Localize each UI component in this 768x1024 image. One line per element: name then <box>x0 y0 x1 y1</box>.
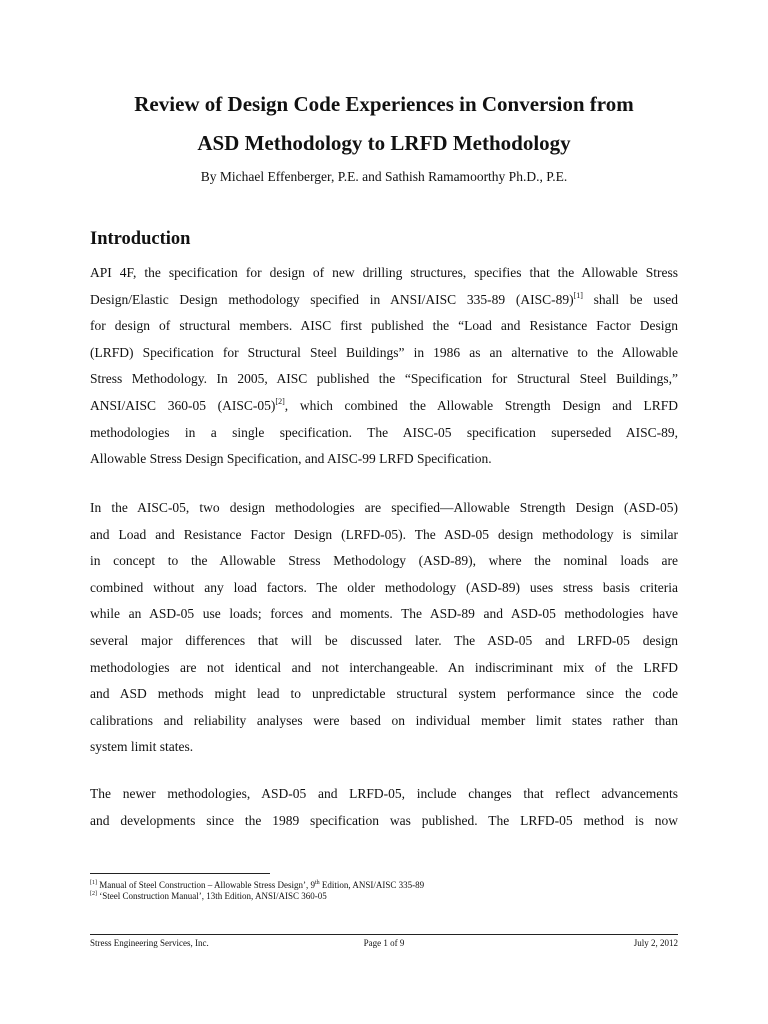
text-segment: ANSI/AISC 360-05 (AISC-05) <box>90 397 276 413</box>
text-line: in concept to the Allowable Stress Methodology (ASD-89), where the nominal loads are <box>90 553 678 569</box>
text-line: methodologies in a single specification. The AISC-05 specification superseded AISC-89, <box>90 424 678 440</box>
footnote-text: Manual of Steel Construction – Allowable Stress Design’, 9 <box>97 880 315 890</box>
text-line: The newer methodologies, ASD-05 and LRFD-05, include changes that reflect advancements <box>90 786 678 801</box>
text-line: Allowable Stress Design Specification, and AISC-99 LRFD Specification. <box>90 451 492 467</box>
text-line: methodologies are not identical and not interchangeable. An indiscriminant mix of the LRFD <box>90 659 678 675</box>
text-segment: Design/Elastic Design methodology specified in ANSI/AISC 335-89 (AISC-89) <box>90 291 574 307</box>
text-line: (LRFD) Specification for Structural Steel Buildings” in 1986 as an alternative to the Allowable <box>90 344 678 360</box>
text-line: calibrations and reliability analyses were based on individual member limit states rather than <box>90 712 678 728</box>
text-line: Stress Methodology. In 2005, AISC published the “Specification for Structural Steel Buildings,” <box>90 371 678 387</box>
text-line: In the AISC-05, two design methodologies are specified—Allowable Strength Design (ASD-05) <box>90 500 678 515</box>
footnote-1 <box>90 880 690 891</box>
text-segment: shall be used <box>582 291 678 307</box>
paragraph-3 <box>90 781 678 834</box>
footer-divider <box>90 934 678 935</box>
text-line: API 4F, the specification for design of new drilling structures, specifies that the Allowable Stress <box>90 265 678 280</box>
text-line: several major differences that will be discussed later. The ASD-05 and LRFD-05 design <box>90 632 678 648</box>
text-line <box>90 393 678 420</box>
footer-page-number: Page 1 of 9 <box>363 938 405 948</box>
text-line: combined without any load factors. The older methodology (ASD-89) uses stress basis criteria <box>90 579 678 595</box>
section-heading-introduction: Introduction <box>90 229 191 249</box>
text-segment: , which combined the Allowable Strength Design and LRFD <box>284 397 679 413</box>
text-line: system limit states. <box>90 739 194 755</box>
footer-date: July 2, 2012 <box>633 938 678 948</box>
text-line <box>90 287 678 314</box>
author-byline: By Michael Effenberger, P.E. and Sathish Ramamoorthy Ph.D., P.E. <box>200 169 568 184</box>
paragraph-1 <box>90 260 678 473</box>
footnote-marker: [1] <box>90 880 97 886</box>
footnote-2 <box>90 891 690 902</box>
document-title-line-1: Review of Design Code Experiences in Conversion from <box>134 92 634 116</box>
footnote-text: Edition, ANSI/AISC 335-89 <box>319 880 425 890</box>
citation-ref-1: [1] <box>573 290 583 300</box>
footer-company: Stress Engineering Services, Inc. <box>90 938 209 948</box>
text-line: and developments since the 1989 specification was published. The LRFD-05 method is now <box>90 812 678 828</box>
text-line: while an ASD-05 use loads; forces and moments. The ASD-89 and ASD-05 methodologies have <box>90 606 678 622</box>
footnote-marker: [2] <box>90 891 97 897</box>
text-line: for design of structural members. AISC first published the “Load and Resistance Factor Design <box>90 318 678 334</box>
text-line: and Load and Resistance Factor Design (LRFD-05). The ASD-05 design methodology is similar <box>90 526 678 542</box>
document-title-line-2: ASD Methodology to LRFD Methodology <box>197 131 571 155</box>
ordinal-suffix: th <box>314 880 320 886</box>
paragraph-2 <box>90 495 678 761</box>
footnote-text: ‘Steel Construction Manual’, 13th Edition, ANSI/AISC 360-05 <box>97 891 327 901</box>
footnote-divider <box>90 873 270 874</box>
text-line: and ASD methods might lead to unpredictable structural system performance since the code <box>90 686 678 702</box>
citation-ref-2: [2] <box>275 396 285 406</box>
